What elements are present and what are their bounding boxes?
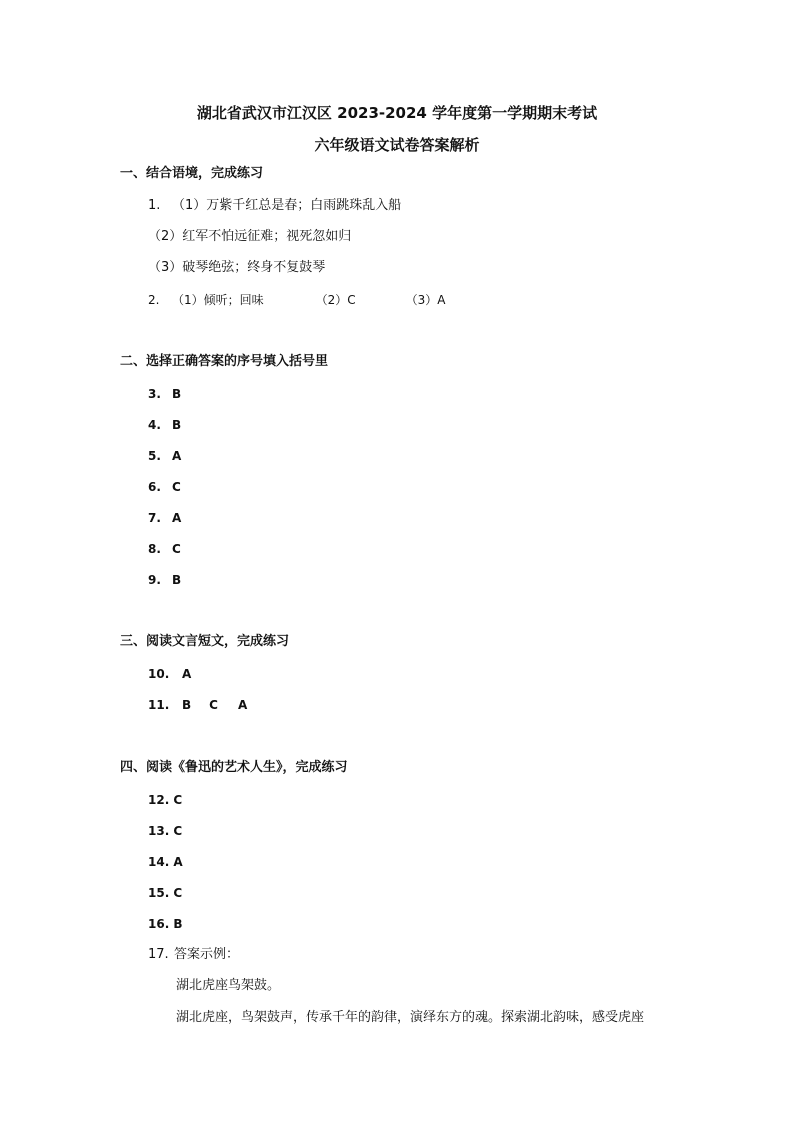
q1-part1-row [148,198,401,214]
q7-number: 7. [148,511,161,525]
q2-answer-a: （1）倾听；回味 [172,293,264,307]
q4-answer: B [172,418,182,432]
q16-answer: 16. B [148,917,183,931]
answer-row [148,510,181,526]
q1-number: 1. [148,198,161,213]
answer-row [148,479,181,495]
answer-row [148,417,181,433]
q17-number: 17. [148,947,169,962]
q3-answer: B [172,387,182,401]
q14-answer: 14. A [148,855,183,869]
q11-answer-c: A [237,698,248,712]
q5-number: 5. [148,449,161,463]
q10-number: 10. [148,667,170,681]
answer-row [148,572,181,588]
q13-answer: 13. C [148,824,183,838]
q12-answer: 12. C [148,793,183,807]
q17-row [148,947,239,963]
q4-number: 4. [148,418,161,432]
q8-number: 8. [148,542,161,556]
answer-row [148,448,181,464]
section-2-heading: 二、选择正确答案的序号填入括号里 [120,354,329,369]
q1-part2-answer: （2）红军不怕远征难；视死忽如归 [148,229,352,244]
section-4-heading: 四、阅读《鲁迅的艺术人生》，完成练习 [120,760,348,775]
q8-answer: C [172,542,181,556]
q6-number: 6. [148,480,161,494]
q2-answer-b: （2）C [315,293,356,307]
q1-part3-answer: （3）破琴绝弦；终身不复鼓琴 [148,260,326,275]
q17-label: 答案示例： [174,947,240,962]
q2-number: 2. [148,293,160,307]
q2-row [148,292,446,308]
q9-number: 9. [148,573,161,587]
q11-number: 11. [148,698,170,712]
q11-answer-b: C [209,698,218,712]
answer-row [148,541,181,557]
q10-row [148,666,191,682]
q17-answer-line2: 湖北虎座，鸟架鼓声，传承千年的韵律，演绎东方的魂。探索湖北韵味，感受虎座 [176,1010,645,1025]
q11-answer-a: B [182,698,192,712]
q3-number: 3. [148,387,161,401]
q6-answer: C [172,480,181,494]
q10-answer: A [182,667,192,681]
q15-answer: 15. C [148,886,183,900]
q2-answer-c: （3）A [405,293,446,307]
q1-part1-answer: （1）万紫千红总是春；白雨跳珠乱入船 [172,198,402,213]
answer-row [148,386,181,402]
section-1-heading: 一、结合语境，完成练习 [120,166,264,181]
document-subtitle: 六年级语文试卷答案解析 [314,136,480,154]
q7-answer: A [172,511,182,525]
q5-answer: A [172,449,182,463]
q11-row [148,697,247,713]
section-3-heading: 三、阅读文言短文，完成练习 [120,634,290,649]
document-title: 湖北省武汉市江汉区 2023-2024 学年度第一学期期末考试 [196,104,598,122]
q17-answer-line1: 湖北虎座鸟架鼓。 [176,978,281,993]
q9-answer: B [172,573,182,587]
